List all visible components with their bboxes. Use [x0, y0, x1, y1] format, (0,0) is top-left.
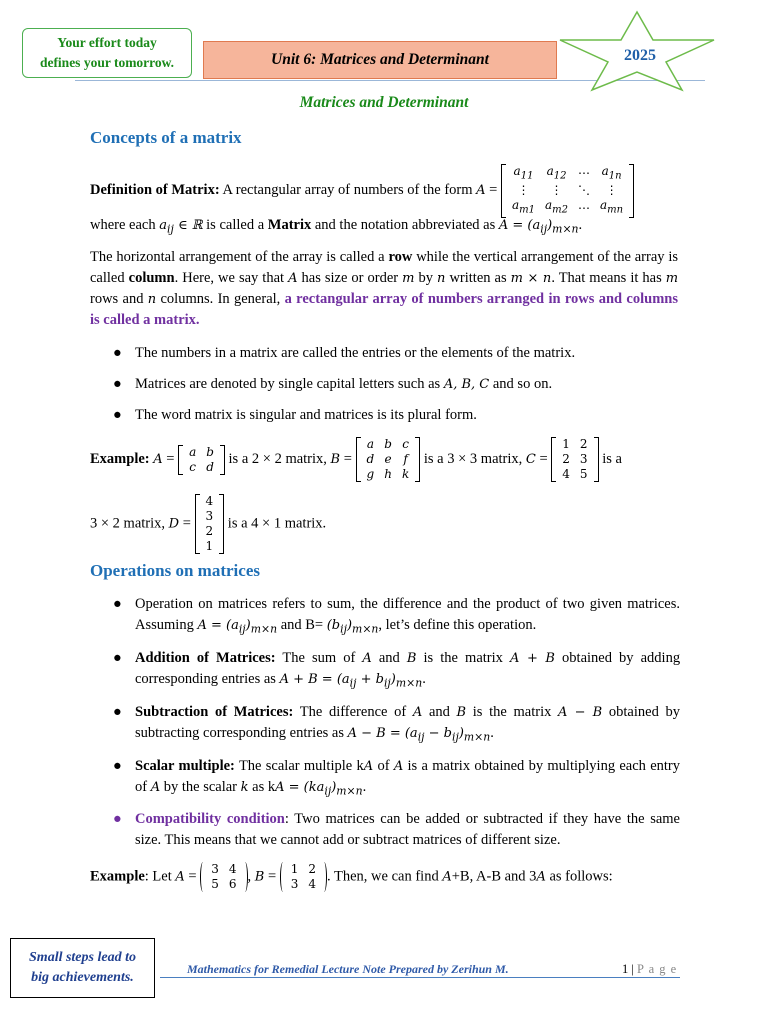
matrix-A: a b c d	[178, 445, 225, 475]
page-number-value: 1	[622, 962, 629, 976]
unit-title-banner	[203, 41, 557, 79]
footer-rule	[160, 977, 680, 978]
general-matrix: $a_{11}$ $a_{12}$ ⋯ $a_{1n}$ ⋮ ⋮ ⋱ ⋮ $a_{m1}$ $a_{m2}$ ⋯ $a_{mn}$	[501, 164, 634, 218]
para-text-e: by	[418, 270, 434, 286]
ops-ex-text-b: . Then, we can find	[327, 868, 439, 885]
def-line2-text-a: where each	[90, 217, 156, 233]
motto-box-bottom	[10, 938, 155, 998]
add-text-a: The sum of	[282, 650, 356, 666]
ops-ex-text-a: : Let	[144, 868, 172, 885]
footer-note: Mathematics for Remedial Lecture Note Prepared by Zerihun M.	[187, 962, 509, 976]
example-text-3: is a	[602, 450, 622, 467]
list-item: ● Addition of Matrices: The sum of A and B is the matrix A + B obtained by adding corresponding entries as $A + B = (a_{ij} + b_{ij})_{m\times n}$.	[113, 650, 681, 690]
para-text-h: rows and	[90, 291, 144, 307]
para-text-b: while the vertical arrangement of the array is called	[90, 249, 679, 286]
add-text-d: obtained by adding corresponding entries as	[135, 650, 681, 687]
matrix-definition-highlight: a rectangular array of numbers arranged in rows and columns is called a matrix.	[90, 291, 678, 328]
add-text-b: and	[378, 650, 400, 666]
list-item: ● Compatibility condition: Two matrices can be added or subtracted if they have the same size. This means that we cannot add or subtract matrices of different size.	[113, 811, 680, 848]
row-column-paragraph: The horizontal arrangement of the array is called a row while the vertical arrangement of the array is called column. Here, we say that A has size or order m by n written as m × n. That means it has m rows and n columns. In general, a rectangular array of numbers arranged in rows and columns is called a matrix.	[90, 249, 679, 328]
page-number: 1 | P a g e	[622, 962, 678, 976]
matrix-B-example: 1 2 3 4	[280, 862, 327, 892]
op-assume-a: Assuming	[135, 617, 194, 633]
motto-box-top	[22, 28, 192, 78]
motto-line-1: Your effort today	[57, 35, 157, 50]
section-heading-operations: Operations on matrices	[90, 561, 260, 580]
add-text-c: is the matrix	[423, 650, 503, 666]
bullet-text: The numbers in a matrix are called the entries or the elements of the matrix.	[135, 345, 576, 361]
sca-text-d: by the scalar	[163, 779, 238, 795]
para-text-c: . Here, we say that	[174, 270, 285, 286]
definition-text: A rectangular array of numbers of the form	[222, 182, 473, 199]
ops-ex-text-d: as follows:	[549, 868, 613, 885]
year-label: 2025	[624, 47, 656, 64]
section-heading-concepts: Concepts of a matrix	[90, 128, 242, 147]
bullet-text: The word matrix is singular and matrices is its plural form.	[135, 407, 477, 423]
example-text-1: is a 2 × 2 matrix,	[228, 450, 327, 467]
para-text-g: . That means it has	[551, 270, 662, 286]
page-word: P a g e	[637, 962, 678, 976]
example-text-2: is a 3 × 3 matrix,	[423, 450, 523, 467]
list-item: ● Scalar multiple: The scalar multiple kA of A is a matrix obtained by multiplying each entry of A by the scalar k as kA = $(ka_{ij})_{m\times n}$.	[113, 758, 681, 798]
matrix-D: 4 3 2 1	[195, 494, 225, 554]
example-text-4: 3 × 2 matrix,	[90, 515, 166, 532]
sub-text-d: obtained by subtracting corresponding entries as	[135, 704, 681, 741]
column-word: column	[128, 270, 175, 286]
matrix-C: 1 2 2 3 4 5	[551, 437, 598, 482]
row-word: row	[388, 249, 413, 265]
para-text-d: has size or order	[301, 270, 399, 286]
para-text-f: written as	[449, 270, 507, 286]
para-text-a: The horizontal arrangement of the array is called a	[90, 249, 385, 265]
sub-text-b: and	[428, 704, 450, 720]
compatibility-text: : Two matrices can be added or subtracted if they have the same size. This means that we cannot add or subtract matrices of different size.	[135, 811, 680, 848]
unit-title: Unit 6: Matrices and Determinant	[271, 51, 489, 68]
document-title: Matrices and Determinant	[299, 94, 469, 111]
def-line2-text-c: and the notation abbreviated as	[314, 217, 496, 233]
example-label: Example:	[90, 450, 150, 467]
sub-text-c: is the matrix	[472, 704, 552, 720]
footer-motto-line-2: big achievements.	[31, 970, 134, 985]
definition-line: Definition of Matrix: A rectangular array of numbers of the form A = $a_{11}$ $a_{12}$ ⋯ $a_{1n}$ ⋮ ⋮ ⋱ ⋮ $a_{m1}$ $a_{m2}$ ⋯ $a_{mn}$	[90, 164, 690, 218]
ops-example-label: Example	[90, 868, 145, 885]
sca-text-a: The scalar multiple k	[238, 758, 364, 774]
para-text-i: columns. In general,	[160, 291, 281, 307]
sca-text-c: is a matrix obtained by multiplying each entry of	[135, 758, 681, 795]
op-intro-text: Operation on matrices refers to sum, the difference and the product of two given matrices.	[135, 596, 680, 612]
bullet-text: Matrices are denoted by single capital letters such as	[135, 376, 441, 392]
matrix-A-example: 3 4 5 6	[200, 862, 247, 892]
op-assume-c: , let’s define this operation.	[378, 617, 537, 633]
example-matrices-line: Example: A = a b c d is a 2 × 2 matrix, B = a b c d e f g h k is a 3 × 3 matrix, C = 1 2 2 3 4 5 is a	[90, 437, 622, 481]
list-item: ● Operation on matrices refers to sum, the difference and the product of two given matrices. Assuming $A = (a_{ij})_{m\times n}$ and $B= (b_{ij})_{m\times n}$, let’s define this operation.	[113, 596, 680, 636]
matrix-B: a b c d e f g h k	[356, 437, 421, 482]
example-text-5: is a 4 × 1 matrix.	[227, 515, 327, 532]
sca-text-e: as k	[252, 779, 276, 795]
motto-line-2: defines your tomorrow.	[39, 55, 175, 70]
def-matrix-word: Matrix	[267, 217, 312, 233]
list-item: ● The numbers in a matrix are called the entries or the elements of the matrix.	[113, 345, 576, 361]
sub-text-a: The difference of	[299, 704, 407, 720]
bullet-tail: and so on.	[492, 376, 553, 392]
addition-label: Addition of Matrices:	[135, 650, 276, 666]
operations-example-line: Example: Let A = 3 4 5 6 , B = 1 2 3 4 . Then, we can find A+B, A-B and 3A as follows:	[90, 862, 613, 891]
scalar-label: Scalar multiple:	[135, 758, 235, 774]
list-item: ● Subtraction of Matrices: The difference of A and B is the matrix A − B obtained by subtracting corresponding entries as $A - B = (a_{ij} - b_{ij})_{m\times n}$.	[113, 704, 681, 744]
ops-ex-text-c: +B, A-B and 3	[451, 868, 537, 885]
example-matrix-D-line: 3 × 2 matrix, D = 4 3 2 1 is a 4 × 1 matrix.	[90, 494, 327, 553]
footer-motto-line-1: Small steps lead to	[29, 950, 136, 965]
sca-text-b: of	[377, 758, 390, 774]
list-item: ● Matrices are denoted by single capital letters such as A, B, C and so on.	[113, 376, 553, 392]
compatibility-label: Compatibility condition	[135, 811, 285, 827]
op-assume-b: and B=	[280, 617, 324, 633]
list-item: ● The word matrix is singular and matrices is its plural form.	[113, 407, 477, 423]
def-line2-text-b: is called a	[206, 217, 265, 233]
definition-label: Definition of Matrix:	[90, 182, 220, 199]
definition-line-2: where each $a_{ij}$ ∈ ℝ is called a Matrix and the notation abbreviated as $A = (a_{ij})_{m\times n}$.	[90, 217, 583, 236]
subtraction-label: Subtraction of Matrices:	[135, 704, 294, 720]
